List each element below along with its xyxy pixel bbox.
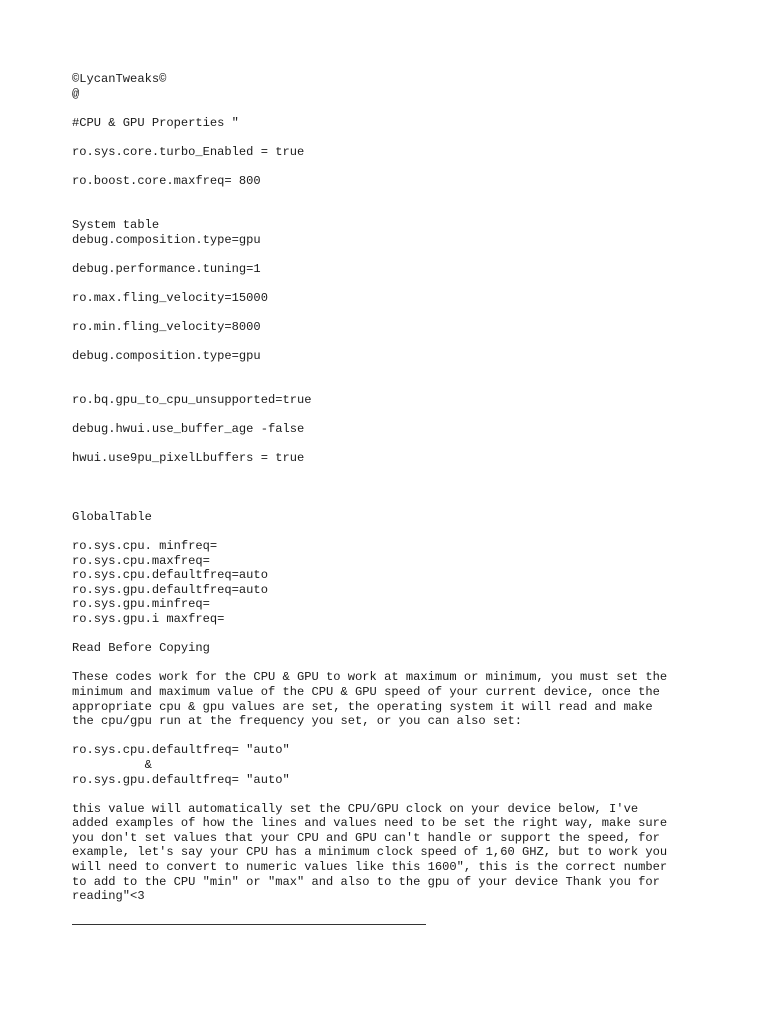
text-line: debug.performance.tuning=1 <box>72 261 261 276</box>
text-line <box>72 203 702 218</box>
text-line <box>72 495 702 510</box>
text-line <box>72 787 702 802</box>
text-line <box>72 729 702 744</box>
text-line: will need to convert to numeric values like this 1600", this is the correct number <box>72 860 668 875</box>
text-line: ro.max.fling_velocity=15000 <box>72 290 268 305</box>
text-line <box>72 130 702 145</box>
text-line <box>72 364 702 379</box>
text-line: & <box>72 757 152 772</box>
text-line: ro.sys.gpu.defaultfreq= "auto" <box>72 772 290 787</box>
text-line: example, let's say your CPU has a minimum clock speed of 1,60 GHZ, but to work you <box>72 845 668 860</box>
text-line: ro.sys.gpu.i maxfreq= <box>72 611 225 626</box>
text-line: debug.hwui.use_buffer_age -false <box>72 422 305 437</box>
text-line <box>72 466 702 481</box>
text-line: ro.sys.cpu.maxfreq= <box>72 553 210 568</box>
text-line: ©LycanTweaks© <box>72 72 167 86</box>
text-line: System table <box>72 217 160 232</box>
text-line: ro.sys.cpu.defaultfreq= "auto" <box>72 743 290 758</box>
text-line <box>72 524 702 539</box>
document-body <box>72 72 702 904</box>
text-line: These codes work for the CPU & GPU to work at maximum or minimum, you must set the <box>72 670 668 685</box>
text-line <box>72 656 702 671</box>
text-line: ro.bq.gpu_to_cpu_unsupported=true <box>72 393 312 408</box>
text-line <box>72 378 702 393</box>
text-line: ro.sys.cpu.defaultfreq=auto <box>72 568 268 583</box>
text-line: to add to the CPU "min" or "max" and also to the gpu of your device Thank you for <box>72 874 660 889</box>
text-line <box>72 481 702 496</box>
text-line: debug.composition.type=gpu <box>72 349 261 364</box>
text-line: GlobalTable <box>72 509 152 524</box>
text-line: minimum and maximum value of the CPU & GPU speed of your current device, once the <box>72 684 660 699</box>
text-line: ro.sys.gpu.minfreq= <box>72 597 210 612</box>
document-page <box>72 72 702 925</box>
text-line <box>72 101 702 116</box>
text-line: #CPU & GPU Properties " <box>72 115 239 130</box>
text-line: Read Before Copying <box>72 641 210 656</box>
text-line: ro.sys.cpu. minfreq= <box>72 539 218 553</box>
text-line: added examples of how the lines and values need to be set the right way, make sure <box>72 816 668 831</box>
text-line: this value will automatically set the CPU/GPU clock on your device below, I've <box>72 801 639 816</box>
text-line <box>72 408 702 423</box>
text-line <box>72 160 702 175</box>
text-line: ro.sys.core.turbo_Enabled = true <box>72 144 305 159</box>
text-line <box>72 437 702 452</box>
text-line: debug.composition.type=gpu <box>72 232 261 247</box>
text-line <box>72 189 702 204</box>
text-line <box>72 627 702 642</box>
text-line <box>72 306 702 321</box>
text-line: hwui.use9pu_pixelLbuffers = true <box>72 451 305 466</box>
text-line: ro.sys.gpu.defaultfreq=auto <box>72 582 268 597</box>
text-line <box>72 335 702 350</box>
text-line: ro.min.fling_velocity=8000 <box>72 320 261 335</box>
text-line: ro.boost.core.maxfreq= 800 <box>72 174 261 189</box>
text-line: the cpu/gpu run at the frequency you set, or you can also set: <box>72 714 522 729</box>
horizontal-rule <box>72 924 426 925</box>
text-line: @ <box>72 86 80 101</box>
text-line <box>72 276 702 291</box>
text-line: reading"<3 <box>72 889 145 904</box>
text-line: you don't set values that your CPU and GPU can't handle or support the speed, for <box>72 830 660 845</box>
text-line <box>72 247 702 262</box>
text-line: appropriate cpu & gpu values are set, the operating system it will read and make <box>72 699 653 714</box>
